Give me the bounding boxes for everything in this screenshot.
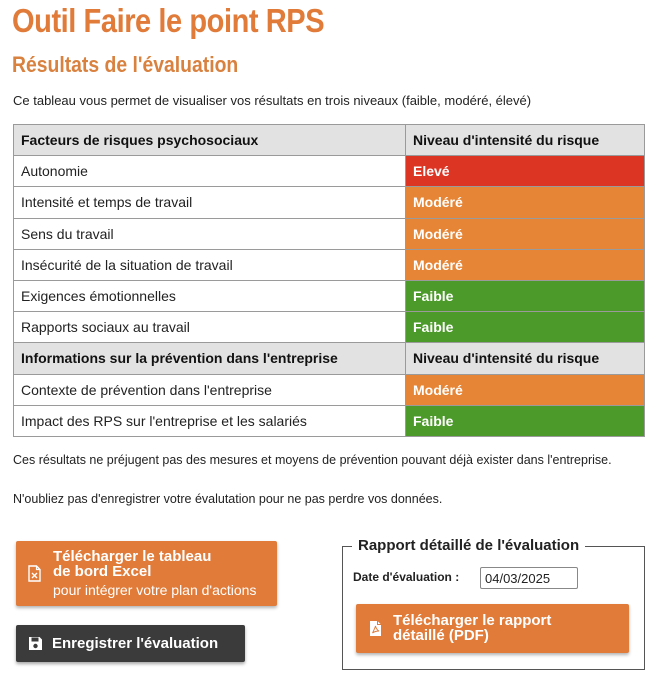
risk-level-badge: Faible [406,405,645,436]
table-row [14,218,645,249]
risk-factor-name: Autonomie [14,156,406,187]
header-level: Niveau d'intensité du risque [406,343,645,374]
table-row [14,312,645,343]
results-table [13,124,645,437]
floppy-disk-icon [28,636,43,651]
risk-level-badge: Modéré [406,218,645,249]
risk-factor-name: Insécurité de la situation de travail [14,249,406,280]
intro-text: Ce tableau vous permet de visualiser vos résultats en trois niveaux (faible, modéré, élevé) [13,93,532,108]
table-header-row [14,343,645,374]
disclaimer-text: Ces résultats ne préjugent pas des mesures et moyens de prévention pouvant déjà exister dans l'entreprise. [13,453,612,467]
save-button-label: Enregistrer l'évaluation [52,635,219,652]
report-panel-title: Rapport détaillé de l'évaluation [352,537,585,554]
header-factors: Facteurs de risques psychosociaux [14,125,406,156]
table-row [14,156,645,187]
download-pdf-report-button[interactable] [356,604,629,653]
risk-factor-name: Contexte de prévention dans l'entreprise [14,374,406,405]
excel-button-title: Télécharger le tableau de bord Excel [53,548,212,580]
save-reminder-text: N'oubliez pas d'enregistrer votre évalutation pour ne pas perdre vos données. [13,492,443,506]
page-subtitle: Résultats de l'évaluation [12,52,239,77]
risk-factor-name: Rapports sociaux au travail [14,312,406,343]
table-row [14,280,645,311]
risk-level-badge: Faible [406,312,645,343]
pdf-button-label: Télécharger le rapport détaillé (PDF) [393,612,552,644]
table-row [14,187,645,218]
risk-level-badge: Modéré [406,249,645,280]
excel-file-icon [28,565,41,582]
risk-level-badge: Faible [406,280,645,311]
page-title: Outil Faire le point RPS [12,2,325,39]
pdf-file-icon [369,620,382,637]
risk-factor-name: Intensité et temps de travail [14,187,406,218]
risk-factor-name: Sens du travail [14,218,406,249]
download-excel-button[interactable] [16,541,277,606]
risk-level-badge: Modéré [406,187,645,218]
risk-factor-name: Impact des RPS sur l'entreprise et les salariés [14,405,406,436]
risk-factor-name: Exigences émotionnelles [14,280,406,311]
header-level: Niveau d'intensité du risque [406,125,645,156]
risk-level-badge: Modéré [406,374,645,405]
table-row [14,374,645,405]
table-row [14,249,645,280]
evaluation-date-input[interactable] [480,567,578,589]
table-row [14,405,645,436]
evaluation-date-label: Date d'évaluation : [353,570,460,584]
header-prevention-info: Informations sur la prévention dans l'entreprise [14,343,406,374]
risk-level-badge: Elevé [406,156,645,187]
excel-button-subtitle: pour intégrer votre plan d'actions [53,582,257,598]
save-evaluation-button[interactable] [16,625,245,662]
table-header-row [14,125,645,156]
